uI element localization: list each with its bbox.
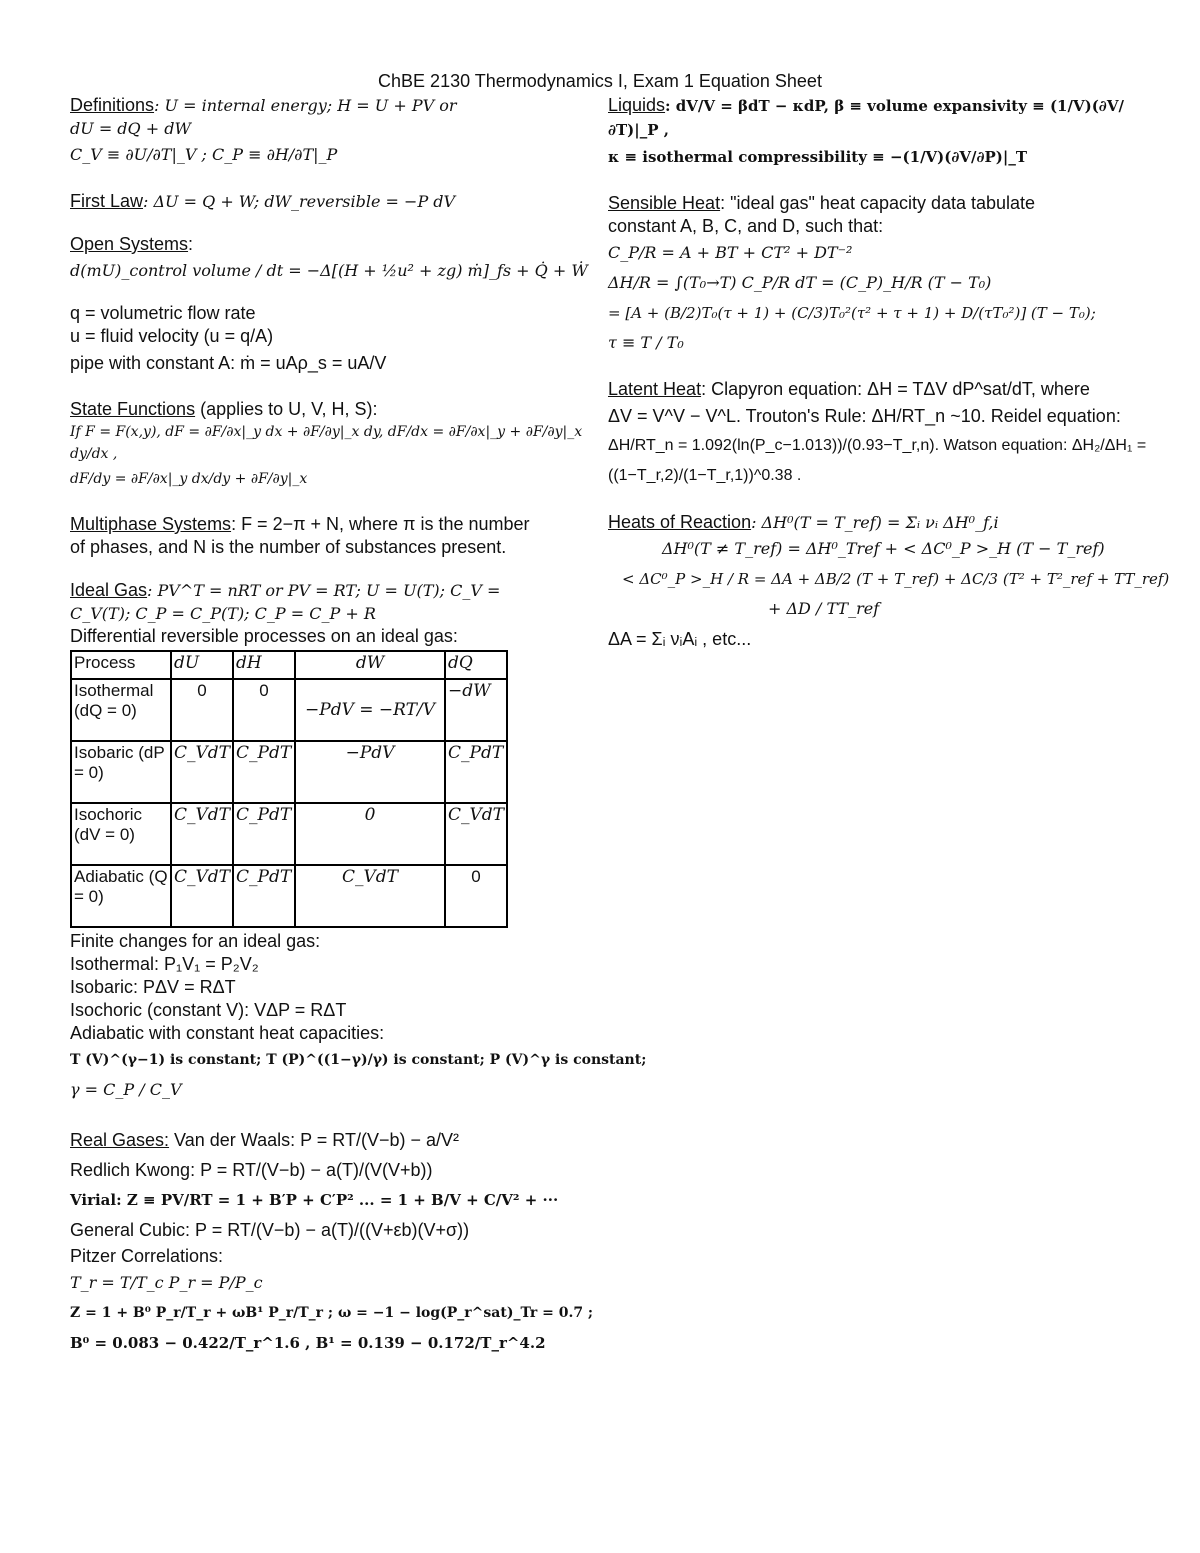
first-law-line (70, 190, 590, 213)
table-header-cell: dH (233, 651, 295, 679)
state-eq1: If F = F(x,y), dF = ∂F/∂x|_y dx + ∂F/∂y|_x dy, dF/dx = ∂F/∂x|_y + ∂F/∂y|_x dy/dx , (70, 424, 583, 462)
reaction-eq2: ΔH⁰(T ≠ T_ref) = ΔH⁰_Tref + < ΔC⁰_P >_H (T − T_ref) (662, 539, 1105, 558)
table-cell: 0 (295, 803, 445, 865)
first-law-eq: : ΔU = Q + W; dW_reversible = −P dV (143, 192, 456, 211)
state-functions-text: (applies to U, V, H, S): (195, 399, 378, 419)
definitions-heading: Definitions (70, 95, 155, 115)
definitions-line (70, 94, 590, 117)
table-row (71, 741, 507, 803)
pitzer-z: Z = 1 + B⁰ P_r/T_r + ωB¹ P_r/T_r ; ω = −1 − log(P_r^sat)_Tr = 0.7 ; (70, 1305, 594, 1321)
table-header-cell: dW (295, 651, 445, 679)
open-u: u = fluid velocity (u = q/A) (70, 326, 274, 346)
liquids-eq2: κ ≡ isothermal compressibility ≡ −(1/V)(∂V/∂P)|_T (608, 148, 1028, 166)
sensible-eq2: ΔH/R = ∫(T₀→T) C_P/R dT = (C_P)_H/R (T − T₀) (608, 273, 992, 292)
real-general-cubic: General Cubic: P = RT/(V−b) − a(T)/((V+εb)(V+σ)) (70, 1220, 470, 1240)
table-cell: Isothermal (dQ = 0) (71, 679, 171, 741)
open-pipe: pipe with constant A: ṁ = uAρ_s = uA/V (70, 353, 387, 373)
page-title: ChBE 2130 Thermodynamics I, Exam 1 Equation Sheet (378, 71, 822, 91)
right-column (608, 94, 1168, 654)
latent-text2: ΔV = V^V − V^L. Trouton's Rule: ΔH/RT_n ~10. Reidel equation: (608, 406, 1121, 426)
finite-adiabatic-eq: T (V)^(γ−1) is constant; T (P)^((1−γ)/γ) is constant; P (V)^γ is constant; (70, 1052, 647, 1068)
reaction-eq5: ΔA = Σᵢ νᵢAᵢ , etc... (608, 629, 752, 649)
real-virial: Virial: Z ≡ PV/RT = 1 + B′P + C′P² ... = 1 + B/V + C/V² + ··· (70, 1191, 559, 1209)
process-table (70, 650, 508, 928)
reaction-eq1: : ΔH⁰(T = T_ref) = Σᵢ νᵢ ΔH⁰_f,i (751, 513, 999, 532)
table-cell: 0 (171, 679, 233, 741)
reaction-line (608, 511, 1168, 534)
table-row (71, 679, 507, 741)
table-cell: 0 (233, 679, 295, 741)
table-header-row (71, 651, 507, 679)
table-cell: C_PdT (233, 741, 295, 803)
real-vdw: Van der Waals: P = RT/(V−b) − a/V² (169, 1130, 460, 1150)
multiphase-heading: Multiphase Systems (70, 514, 232, 534)
latent-heat-heading: Latent Heat (608, 379, 702, 399)
latent-heat-line (608, 378, 1168, 401)
ideal-gas-line (70, 579, 590, 602)
pitzer-heading: Pitzer Correlations: (70, 1246, 224, 1266)
liquids-line (608, 94, 1168, 142)
table-cell: −PdV = −RT/V (295, 679, 445, 741)
table-cell: Adiabatic (Q = 0) (71, 865, 171, 927)
table-cell: −PdV (295, 741, 445, 803)
open-q: q = volumetric flow rate (70, 303, 256, 323)
liquids-heading: Liquids (608, 95, 666, 115)
pitzer-tr-pr: T_r = T/T_c P_r = P/P_c (70, 1273, 263, 1292)
sensible-eq3: = [A + (B/2)T₀(τ + 1) + (C/3)T₀²(τ² + τ + 1) + D/(τT₀²)] (T − T₀); (608, 304, 1096, 322)
state-functions-heading: State Functions (70, 399, 196, 419)
table-row (71, 803, 507, 865)
real-gases-line (70, 1125, 590, 1155)
table-cell: C_PdT (233, 865, 295, 927)
table-header-cell: Process (71, 651, 171, 679)
finite-isobaric: Isobaric: PΔV = RΔT (70, 977, 236, 997)
liquids-eq1: : dV/V = βdT − κdP, β ≡ volume expansivity ≡ (1/V)(∂V/∂T)|_P , (608, 97, 1124, 139)
table-cell: Isochoric (dV = 0) (71, 803, 171, 865)
ideal-gas-eq2: C_V(T); C_P = C_P(T); C_P = C_P + R (70, 604, 376, 623)
reaction-eq3: < ΔC⁰_P >_H / R = ΔA + ΔB/2 (T + T_ref) + ΔC/3 (T² + T²_ref + TT_ref) (622, 570, 1170, 588)
definitions-eq1: dU = dQ + dW (70, 119, 191, 138)
finite-adiabatic: Adiabatic with constant heat capacities: (70, 1023, 385, 1043)
table-header-cell: dQ (445, 651, 507, 679)
table-cell: C_PdT (445, 741, 507, 803)
sensible-text2: constant A, B, C, and D, such that: (608, 216, 884, 236)
ideal-gas-heading: Ideal Gas (70, 580, 148, 600)
table-cell: Isobaric (dP = 0) (71, 741, 171, 803)
reaction-eq4: + ΔD / TT_ref (768, 599, 880, 618)
finite-gamma: γ = C_P / C_V (70, 1080, 182, 1099)
sensible-eq1: C_P/R = A + BT + CT² + DT⁻² (608, 243, 853, 262)
ideal-gas-eq1: : PV^T = nRT or PV = RT; U = U(T); C_V = (147, 581, 501, 600)
finite-isochoric: Isochoric (constant V): VΔP = RΔT (70, 1000, 347, 1020)
definitions-text: : U = internal energy; H = U + PV or (154, 96, 457, 115)
table-cell: C_VdT (445, 803, 507, 865)
sensible-heat-line (608, 192, 1168, 215)
table-cell: −dW (445, 679, 507, 741)
table-cell: C_VdT (295, 865, 445, 927)
table-cell: C_VdT (171, 803, 233, 865)
sensible-text1: : "ideal gas" heat capacity data tabulate (720, 193, 1036, 213)
finite-isothermal: Isothermal: P₁V₁ = P₂V₂ (70, 954, 259, 974)
open-systems-eq: d(mU)_control volume / dt = −Δ[(H + ½u² + zg) ṁ]_fs + Q̇ + Ẇ (70, 261, 588, 280)
open-systems-heading: Open Systems: (70, 234, 194, 254)
sensible-heat-heading: Sensible Heat (608, 193, 721, 213)
table-row (71, 865, 507, 927)
state-eq2: dF/dy = ∂F/∂x|_y dx/dy + ∂F/∂y|_x (70, 471, 308, 487)
first-law-heading: First Law (70, 191, 144, 211)
latent-text3: ΔH/RT_n = 1.092(ln(P_c−1.013))/(0.93−T_r,n). Watson equation: ΔH₂/ΔH₁ = ((1−T_r,2)/(1−T_r,1))^0.38 . (608, 437, 1147, 484)
finite-heading: Finite changes for an ideal gas: (70, 931, 321, 951)
reaction-heading: Heats of Reaction (608, 512, 752, 532)
table-cell: 0 (445, 865, 507, 927)
state-functions-line (70, 398, 590, 421)
multiphase-line (70, 513, 590, 536)
table-cell: C_PdT (233, 803, 295, 865)
table-cell: C_VdT (171, 741, 233, 803)
latent-text1: : Clapyron equation: ΔH = TΔV dP^sat/dT, where (701, 379, 1090, 399)
ideal-gas-diff: Differential reversible processes on an ideal gas: (70, 626, 458, 646)
multiphase-text2: of phases, and N is the number of substances present. (70, 537, 507, 557)
real-redlich-kwong: Redlich Kwong: P = RT/(V−b) − a(T)/(V(V+b)) (70, 1160, 433, 1180)
sensible-eq4: τ ≡ T / T₀ (608, 333, 684, 352)
table-cell: C_VdT (171, 865, 233, 927)
multiphase-text1: : F = 2−π + N, where π is the number (231, 514, 530, 534)
table-header-cell: dU (171, 651, 233, 679)
definitions-eq2: C_V ≡ ∂U/∂T|_V ; C_P ≡ ∂H/∂T|_P (70, 145, 338, 164)
pitzer-b: B⁰ = 0.083 − 0.422/T_r^1.6 , B¹ = 0.139 − 0.172/T_r^4.2 (70, 1334, 546, 1352)
real-gases-heading: Real Gases: (70, 1130, 170, 1150)
